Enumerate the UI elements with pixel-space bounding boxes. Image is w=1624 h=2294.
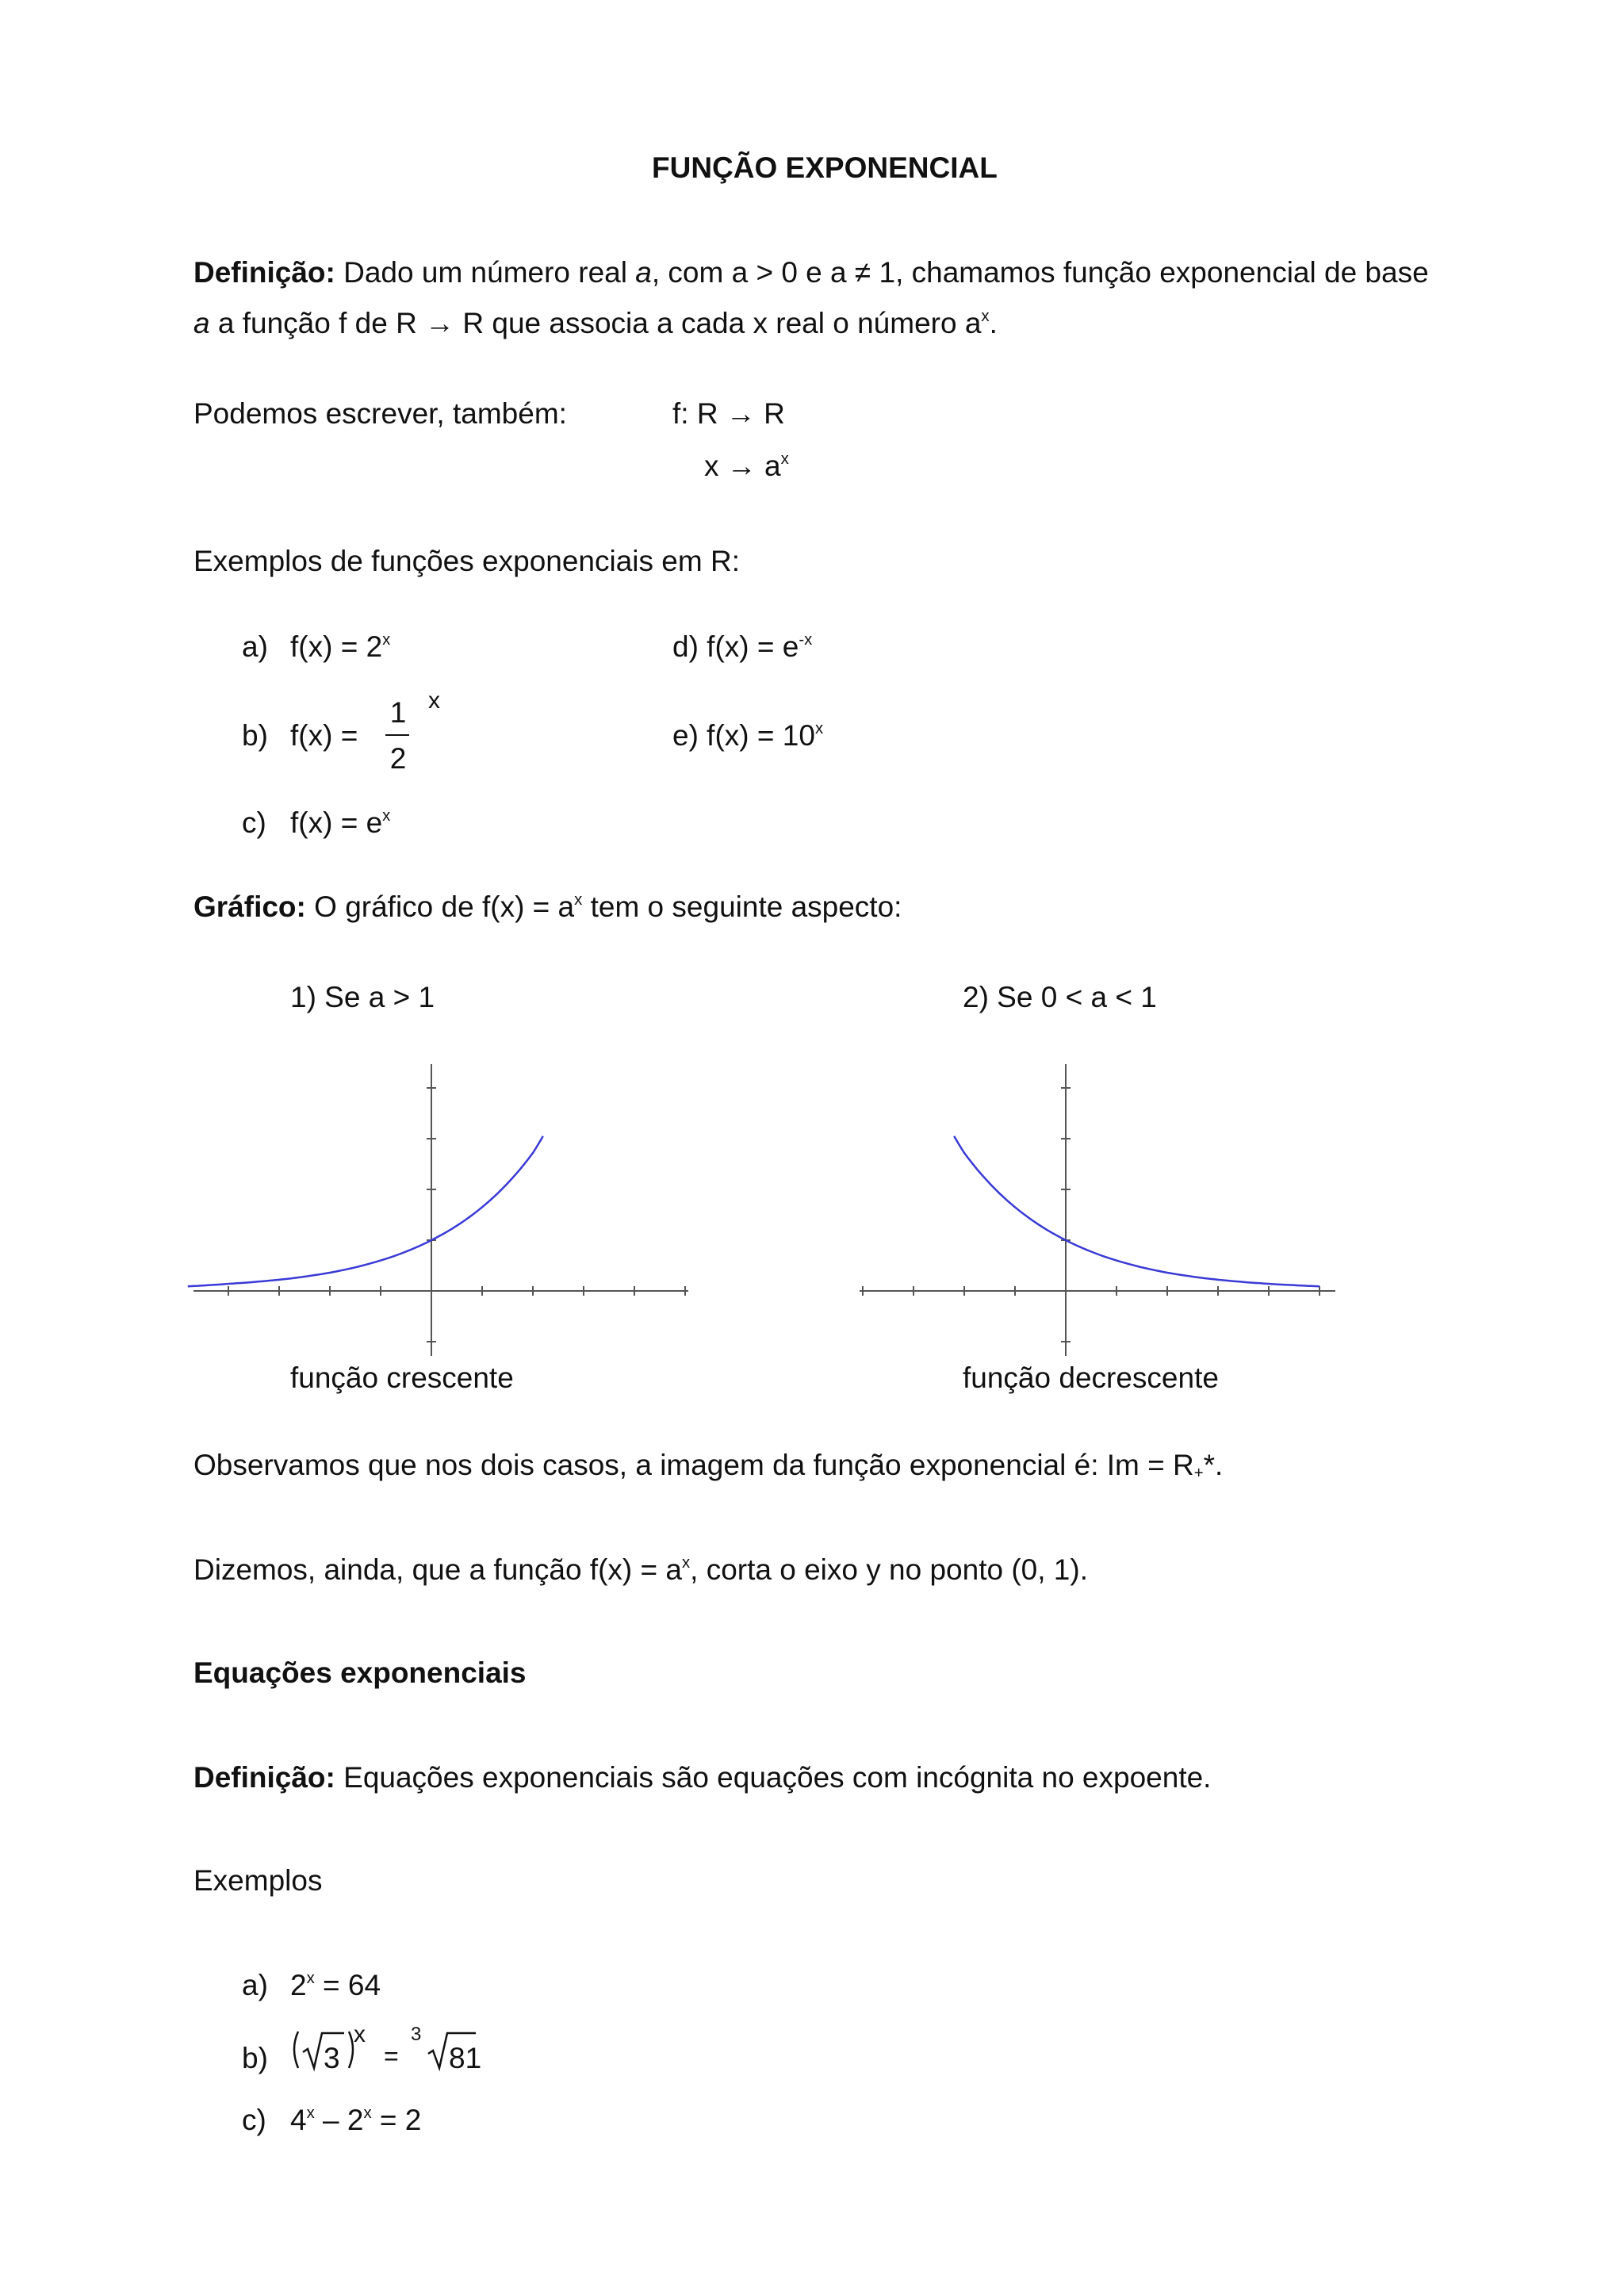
eq-example-b-label: b): [242, 2042, 268, 2074]
map-text: x → a: [704, 450, 781, 482]
graph-intro: [193, 890, 902, 925]
definition-line-2: [193, 306, 998, 341]
eq-b-index: 3: [411, 2024, 422, 2045]
example-c-expr: f(x) = e: [290, 806, 383, 839]
example-e-exp: x: [814, 719, 824, 737]
intercept-exp: x: [681, 1553, 691, 1572]
eq-a-exp: x: [306, 1969, 315, 1987]
eq-c-exp2: x: [363, 2104, 372, 2122]
graph-intro-end: tem o seguinte aspecto:: [582, 890, 902, 923]
example-a-expr: f(x) = 2: [290, 630, 383, 663]
case-2-label: 2) Se 0 < a < 1: [963, 981, 1157, 1013]
graph-intro-exp: x: [574, 890, 583, 909]
observation-end: *.: [1203, 1449, 1224, 1481]
eq-definition-label: Definição:: [193, 1761, 335, 1794]
example-d-exp: -x: [799, 630, 813, 649]
eq-b-exponent: x: [354, 2021, 366, 2047]
caption-decreasing: função decrescente: [963, 1361, 1219, 1394]
eq-b-radicand: 3: [324, 2042, 340, 2074]
example-a: [290, 630, 390, 664]
example-c-label: c): [242, 806, 266, 839]
map-line-2: [704, 449, 789, 484]
definition-label: Definição:: [193, 256, 335, 289]
eq-c-exp1: x: [306, 2104, 315, 2122]
graph-label: Gráfico:: [193, 890, 306, 923]
definition-line-1: [193, 255, 1429, 290]
page-title: FUNÇÃO EXPONENCIAL: [652, 151, 998, 184]
eq-example-a: [290, 1968, 381, 2003]
definition-text-1: Dado um número real: [335, 256, 636, 289]
example-d-expr: d) f(x) = e: [672, 630, 799, 663]
example-b-exponent: x: [428, 687, 440, 714]
example-b-numerator: 1: [389, 696, 407, 729]
observation-sub: +: [1193, 1465, 1204, 1483]
map-line-1: f: R → R: [672, 397, 785, 430]
graph-decreasing: [860, 1063, 1335, 1364]
eq-definition-text: Equações exponenciais são equações com incógnita no expoente.: [335, 1761, 1212, 1794]
also-label: Podemos escrever, também:: [193, 397, 567, 430]
example-b-expr: f(x) =: [290, 719, 358, 752]
exponential-curve: [188, 1136, 543, 1286]
example-b-label: b): [242, 719, 268, 752]
intercept-text: Dizemos, ainda, que a função f(x) = a: [193, 1553, 682, 1586]
example-b-denominator: 2: [389, 742, 407, 775]
eq-c-mid: – 2: [314, 2104, 364, 2136]
caption-increasing: função crescente: [290, 1361, 514, 1394]
exponential-curve: [954, 1136, 1320, 1286]
example-a-exp: x: [382, 630, 391, 649]
definition-text-2: , com a > 0 e a ≠ 1, chamamos função exponencial de base: [651, 256, 1429, 289]
eq-example-a-label: a): [242, 1969, 268, 2001]
definition-end: .: [989, 307, 998, 339]
example-a-label: a): [242, 630, 268, 663]
example-e: [672, 718, 823, 753]
eq-a-base: 2: [290, 1969, 307, 2001]
example-c-exp: x: [382, 806, 391, 825]
equations-title: Equações exponenciais: [193, 1656, 527, 1689]
definition-text-3: a função f de R → R que associa a cada x real o número a: [209, 307, 982, 339]
definition-exponent: x: [981, 307, 990, 325]
map-exponent: x: [780, 450, 789, 468]
intercept-line: [193, 1553, 1088, 1587]
examples-title: Exemplos de funções exponenciais em R:: [193, 545, 740, 577]
definition-var-a: a: [635, 256, 652, 289]
graph-increasing: [193, 1063, 688, 1364]
eq-examples-title: Exemplos: [193, 1864, 323, 1897]
example-d: [672, 630, 812, 664]
definition-var-a-2: a: [193, 307, 210, 339]
observation-line: [193, 1448, 1223, 1483]
observation-text: Observamos que nos dois casos, a imagem da função exponencial é: Im = R: [193, 1449, 1194, 1481]
example-b-fraction-bar: [385, 734, 409, 736]
example-e-expr: e) f(x) = 10: [672, 719, 815, 752]
eq-c-base1: 4: [290, 2104, 307, 2136]
eq-definition: [193, 1760, 1211, 1795]
graph-intro-text: O gráfico de f(x) = a: [305, 890, 575, 923]
eq-example-c: [290, 2103, 421, 2138]
eq-b-radicand-2: 81: [449, 2042, 482, 2074]
example-c: [290, 806, 390, 841]
case-1-label: 1) Se a > 1: [290, 981, 435, 1013]
eq-a-rest: = 64: [314, 1969, 381, 2001]
eq-example-c-label: c): [242, 2104, 266, 2136]
eq-b-equals: =: [384, 2042, 399, 2070]
intercept-end: , corta o eixo y no ponto (0, 1).: [690, 1553, 1088, 1586]
eq-c-rest: = 2: [371, 2104, 422, 2136]
